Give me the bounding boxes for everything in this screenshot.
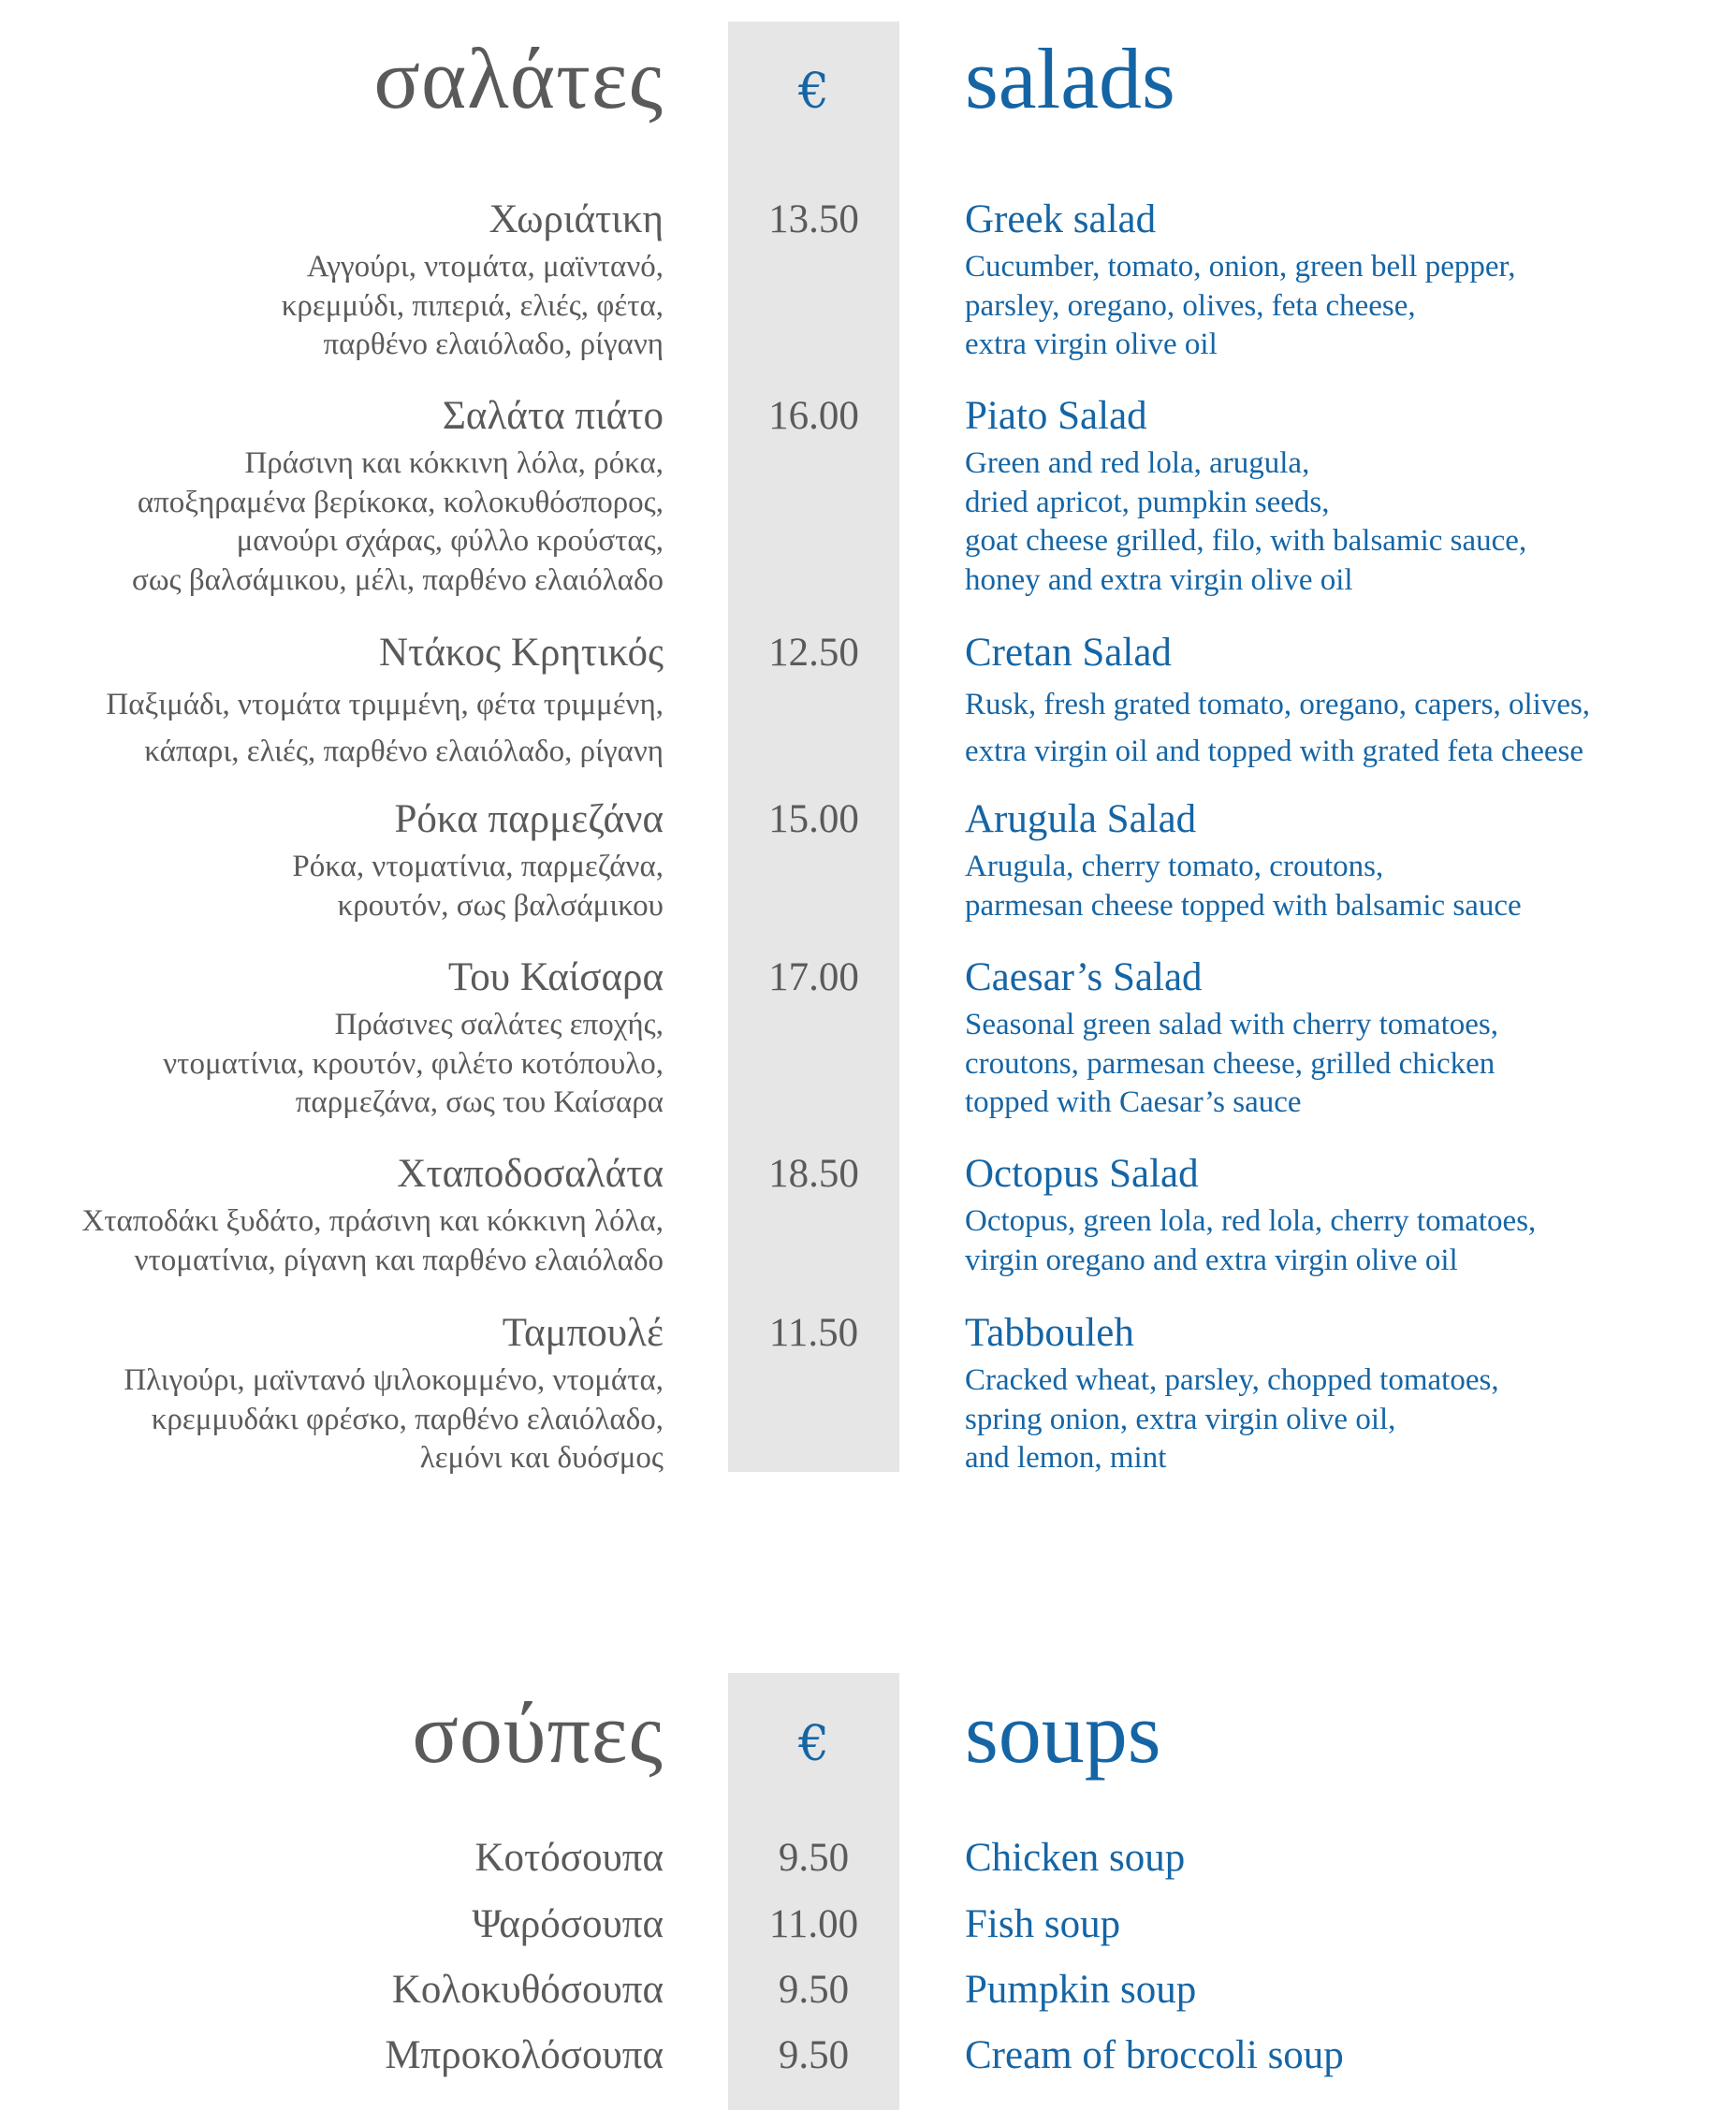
item-name-greek: Σαλάτα πιάτο — [442, 394, 664, 438]
item-desc-english — [965, 248, 1515, 365]
soups-title-english: soups — [965, 1685, 1161, 1781]
item-name-greek: Ταμπουλέ — [502, 1311, 664, 1355]
item-desc-english — [965, 1361, 1499, 1478]
item-desc-english — [965, 681, 1590, 775]
desc-line: κρουτόν, σως βαλσάμικου — [337, 888, 664, 923]
item-name-english: Greek salad — [965, 197, 1157, 241]
desc-line: κρεμμυδάκι φρέσκο, παρθένο ελαιόλαδο, — [151, 1402, 664, 1436]
item-name-english: Octopus Salad — [965, 1152, 1199, 1196]
desc-line: honey and extra virgin olive oil — [965, 562, 1353, 597]
desc-line: Πράσινες σαλάτες εποχής, — [334, 1008, 664, 1041]
desc-line: Πράσινη και κόκκινη λόλα, ρόκα, — [244, 446, 664, 480]
item-desc-english — [965, 848, 1522, 925]
desc-line: κάπαρι, ελιές, παρθένο ελαιόλαδο, ρίγανη — [144, 735, 664, 768]
desc-line: Cucumber, tomato, onion, green bell pepper, — [965, 250, 1516, 284]
item-name-english: Arugula Salad — [965, 797, 1197, 841]
desc-line: λεμόνι και δυόσμος — [419, 1441, 664, 1475]
item-price: 18.50 — [768, 1152, 859, 1196]
item-desc-greek — [282, 248, 664, 365]
item-price: 11.50 — [768, 1311, 859, 1355]
item-name-english: Cream of broccoli soup — [965, 2033, 1344, 2077]
item-desc-greek — [292, 848, 664, 925]
desc-line: topped with Caesar’s sauce — [965, 1085, 1302, 1119]
desc-line: ντοματίνια, ρίγανη και παρθένο ελαιόλαδο — [134, 1243, 664, 1277]
item-name-english: Chicken soup — [965, 1836, 1186, 1880]
item-desc-greek — [106, 681, 664, 775]
desc-line: Αγγούρι, ντομάτα, μαϊντανό, — [306, 250, 664, 284]
item-name-greek: Ψαρόσουπα — [472, 1902, 664, 1946]
item-desc-greek — [163, 1006, 664, 1123]
desc-line: μανούρι σχάρας, φύλλο κρούστας, — [236, 524, 664, 558]
item-name-english: Caesar’s Salad — [965, 955, 1203, 999]
item-price: 9.50 — [778, 1968, 850, 2012]
desc-line: Seasonal green salad with cherry tomatoes, — [965, 1008, 1498, 1041]
item-price: 17.00 — [768, 955, 859, 999]
desc-line: virgin oregano and extra virgin olive oil — [965, 1243, 1458, 1277]
item-price: 16.00 — [768, 394, 859, 438]
item-desc-greek — [132, 444, 664, 600]
item-price: 13.50 — [768, 197, 859, 241]
desc-line: parmesan cheese topped with balsamic sauce — [965, 888, 1522, 923]
item-name-greek: Κοτόσουπα — [474, 1836, 664, 1880]
item-name-english: Cretan Salad — [965, 631, 1172, 675]
desc-line: Πλιγούρι, μαϊντανό ψιλοκομμένο, ντομάτα, — [124, 1363, 664, 1397]
desc-line: παρμεζάνα, σως του Καίσαρα — [295, 1085, 664, 1119]
desc-line: Rusk, fresh grated tomato, oregano, capers, olives, — [965, 688, 1591, 721]
item-name-english: Fish soup — [965, 1902, 1121, 1946]
euro-icon: € — [797, 1716, 830, 1772]
desc-line: croutons, parmesan cheese, grilled chicken — [965, 1046, 1495, 1081]
item-desc-english — [965, 1202, 1536, 1280]
salads-title-greek: σαλάτες — [373, 31, 664, 126]
item-name-greek: Του Καίσαρα — [447, 955, 664, 999]
desc-line: αποξηραμένα βερίκοκα, κολοκυθόσπορος, — [137, 485, 664, 519]
desc-line: κρεμμύδι, πιπεριά, ελιές, φέτα, — [281, 288, 664, 323]
desc-line: spring onion, extra virgin olive oil, — [965, 1402, 1396, 1436]
desc-line: Arugula, cherry tomato, croutons, — [965, 850, 1384, 883]
item-name-english: Piato Salad — [965, 394, 1147, 438]
item-desc-english — [965, 444, 1526, 600]
desc-line: Green and red lola, arugula, — [965, 446, 1310, 480]
desc-line: ντοματίνια, κρουτόν, φιλέτο κοτόπουλο, — [163, 1046, 664, 1081]
soups-title-greek: σούπες — [412, 1685, 664, 1781]
item-name-english: Pumpkin soup — [965, 1968, 1197, 2012]
item-price: 15.00 — [768, 797, 859, 841]
desc-line: Octopus, green lola, red lola, cherry tomatoes, — [965, 1204, 1537, 1238]
item-desc-greek — [81, 1202, 664, 1280]
item-desc-greek — [124, 1361, 664, 1478]
item-name-greek: Ντάκος Κρητικός — [379, 631, 664, 675]
desc-line: extra virgin oil and topped with grated feta cheese — [965, 735, 1583, 768]
item-price: 9.50 — [778, 1836, 850, 1880]
item-price: 9.50 — [778, 2033, 850, 2077]
item-price: 11.00 — [768, 1902, 859, 1946]
desc-line: dried apricot, pumpkin seeds, — [965, 485, 1330, 519]
desc-line: Χταποδάκι ξυδάτο, πράσινη και κόκκινη λόλα, — [81, 1204, 664, 1238]
euro-icon: € — [797, 64, 830, 120]
desc-line: parsley, oregano, olives, feta cheese, — [965, 288, 1416, 323]
desc-line: Παξιμάδι, ντομάτα τριμμένη, φέτα τριμμένη, — [106, 688, 664, 721]
item-desc-english — [965, 1006, 1498, 1123]
desc-line: goat cheese grilled, filo, with balsamic sauce, — [965, 524, 1527, 558]
desc-line: Ρόκα, ντοματίνια, παρμεζάνα, — [292, 850, 664, 883]
item-price: 12.50 — [768, 631, 859, 675]
desc-line: and lemon, mint — [965, 1441, 1167, 1475]
desc-line: Cracked wheat, parsley, chopped tomatoes, — [965, 1363, 1499, 1397]
salads-title-english: salads — [965, 31, 1175, 126]
item-name-greek: Χωριάτικη — [489, 197, 664, 241]
item-name-greek: Ρόκα παρμεζάνα — [394, 797, 664, 841]
item-name-greek: Χταποδοσαλάτα — [397, 1152, 664, 1196]
desc-line: extra virgin olive oil — [965, 327, 1218, 361]
item-name-greek: Κολοκυθόσουπα — [391, 1968, 664, 2012]
item-name-greek: Μπροκολόσουπα — [385, 2033, 664, 2077]
item-name-english: Tabbouleh — [965, 1311, 1134, 1355]
desc-line: παρθένο ελαιόλαδο, ρίγανη — [323, 327, 664, 361]
desc-line: σως βαλσάμικου, μέλι, παρθένο ελαιόλαδο — [132, 562, 664, 597]
